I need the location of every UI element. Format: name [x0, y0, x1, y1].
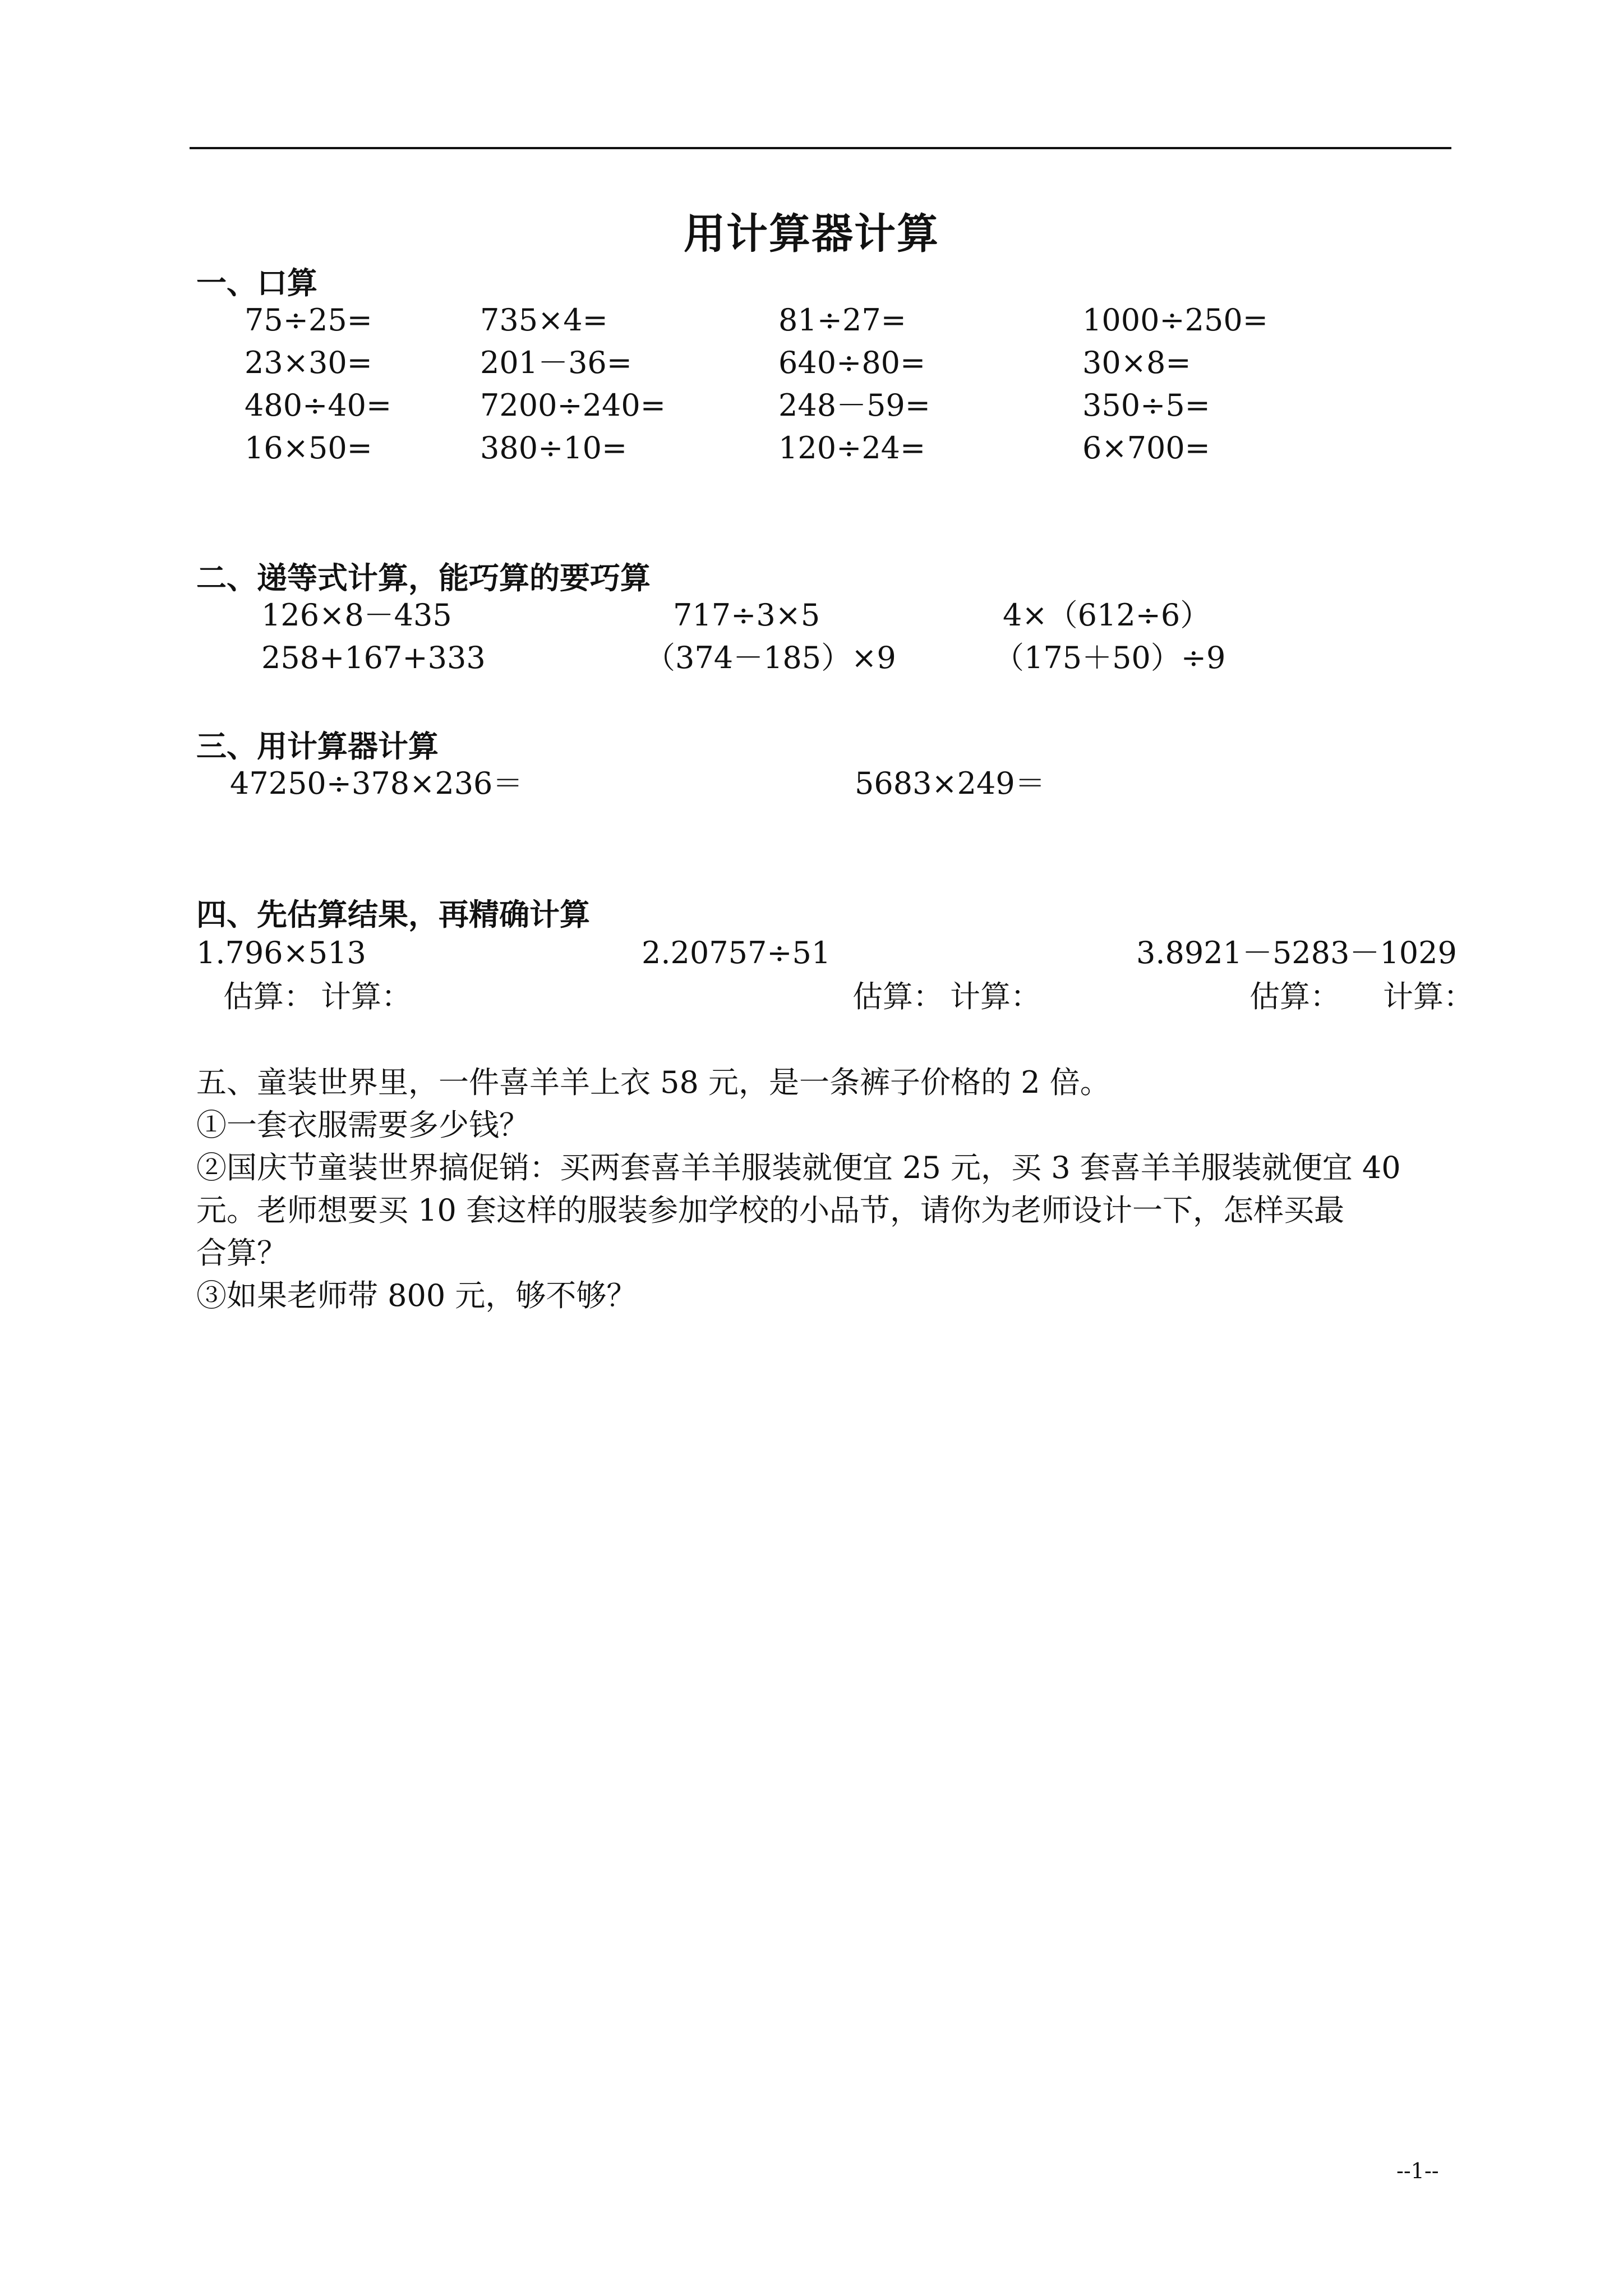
question-2-line-3: 合算？ [196, 1235, 287, 1271]
stepwise-item: （175＋50）÷9 [994, 640, 1226, 675]
oral-item: 23×30= [245, 345, 372, 380]
question-2-line-2: 元。老师想要买 10 套这样的服装参加学校的小品节，请你为老师设计一下，怎样买最 [196, 1193, 1345, 1228]
stepwise-item: 126×8－435 [261, 597, 452, 633]
oral-item: 1000÷250= [1082, 302, 1268, 338]
oral-item: 201－36= [480, 345, 633, 380]
calculator-item: 5683×249＝ [855, 766, 1045, 801]
stepwise-item: 258+167+333 [261, 640, 486, 675]
section4-heading: 四、先估算结果，再精确计算 [196, 896, 590, 932]
oral-item: 350÷5= [1082, 388, 1210, 423]
estimate-problem: 2.20757÷51 [642, 935, 831, 970]
section3-heading: 三、用计算器计算 [196, 728, 439, 764]
oral-item: 81÷27= [778, 302, 906, 338]
estimate-problem: 1.796×513 [196, 935, 366, 970]
oral-item: 380÷10= [480, 430, 628, 466]
calculator-item: 47250÷378×236＝ [230, 766, 523, 801]
oral-item: 120÷24= [778, 430, 926, 466]
oral-item: 640÷80= [778, 345, 926, 380]
oral-item: 30×8= [1082, 345, 1191, 380]
estimate-label: 估算： [223, 979, 314, 1014]
oral-item: 735×4= [480, 302, 608, 338]
header-rule [190, 147, 1451, 149]
section2-heading: 二、递等式计算，能巧算的要巧算 [196, 560, 651, 596]
stepwise-item: 4×（612÷6） [1003, 597, 1211, 633]
calc-label: 计算： [1383, 979, 1474, 1014]
calc-label: 计算： [321, 979, 412, 1014]
section1-heading: 一、口算 [196, 265, 317, 301]
estimate-label: 估算： [1249, 979, 1340, 1014]
calc-label: 计算： [950, 979, 1041, 1014]
estimate-problem: 3.8921－5283－1029 [1136, 935, 1457, 970]
page-number: --1-- [1396, 2159, 1439, 2183]
oral-item: 75÷25= [245, 302, 372, 338]
word-problem-intro: 五、童装世界里，一件喜羊羊上衣 58 元，是一条裤子价格的 2 倍。 [196, 1065, 1110, 1100]
stepwise-item: （374－185）×9 [645, 640, 896, 675]
oral-item: 16×50= [245, 430, 372, 466]
oral-item: 7200÷240= [480, 388, 666, 423]
estimate-label: 估算： [852, 979, 943, 1014]
page-title: 用计算器计算 [684, 210, 939, 258]
stepwise-item: 717÷3×5 [673, 597, 820, 633]
oral-item: 6×700= [1082, 430, 1210, 466]
question-2-line-1: ②国庆节童装世界搞促销：买两套喜羊羊服装就便宜 25 元，买 3 套喜羊羊服装就便宜 40 [196, 1150, 1401, 1185]
question-1: ①一套衣服需要多少钱？ [196, 1107, 529, 1143]
question-3: ③如果老师带 800 元，够不够？ [196, 1278, 637, 1313]
oral-item: 248－59= [778, 388, 931, 423]
oral-item: 480÷40= [245, 388, 392, 423]
